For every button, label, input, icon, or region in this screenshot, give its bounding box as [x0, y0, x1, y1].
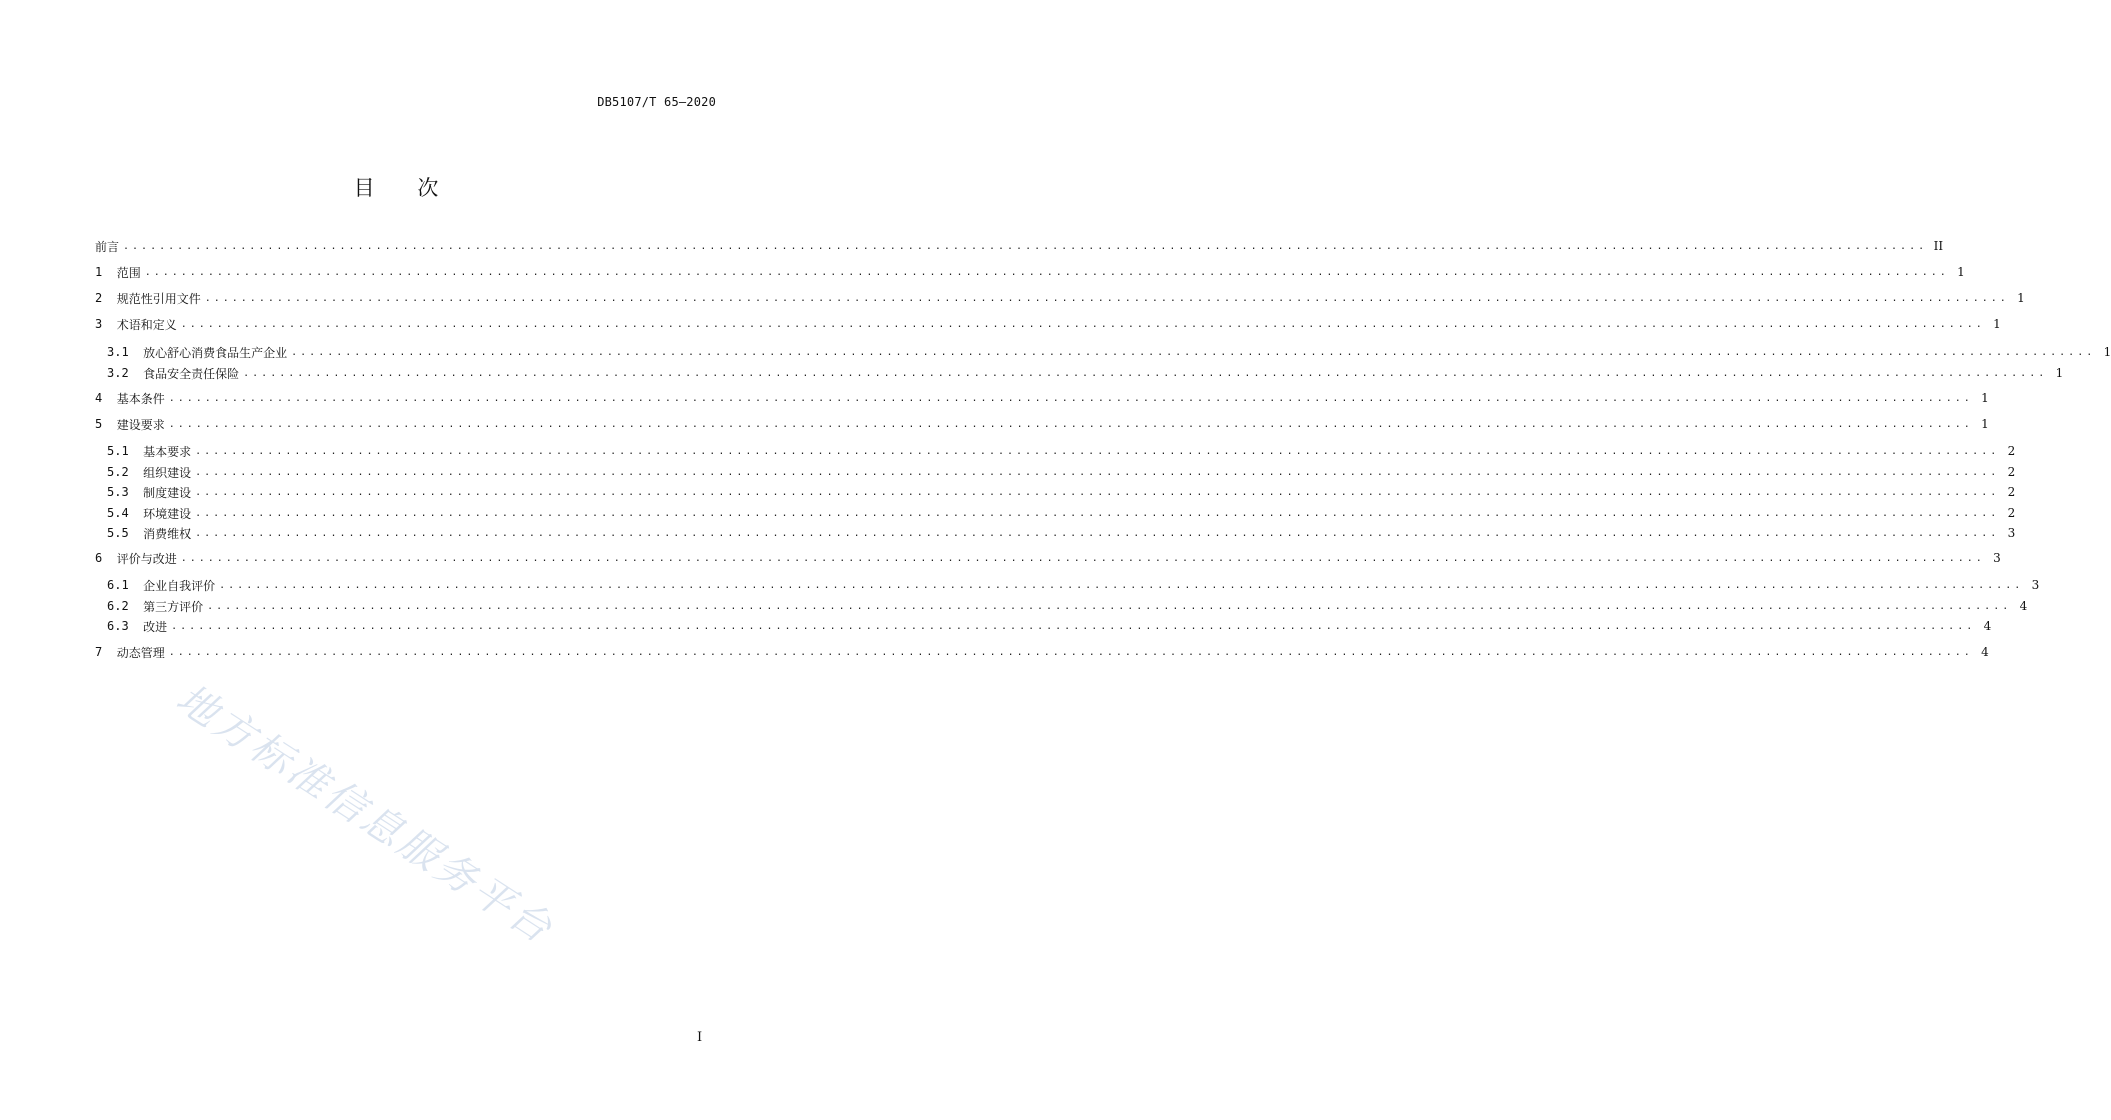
toc-leader-dots: ........................................................................................................................................................................................................ [168, 646, 1973, 658]
toc-leader-dots: ........................................................................................................................................................................................................ [180, 318, 1985, 330]
toc-entry[interactable] [107, 462, 2016, 482]
toc-entry[interactable] [95, 314, 2001, 334]
toc-entry-number: 6 [95, 551, 117, 565]
toc-entry-number: 5.2 [107, 465, 144, 479]
standard-code: DB5107/T 65—2020 [597, 95, 716, 109]
toc-entry-page: 2 [2007, 506, 2016, 520]
toc-entry[interactable] [107, 503, 2016, 523]
toc-leader-dots: ........................................................................................................................................................................................................ [195, 486, 2000, 498]
toc-leader-dots: ........................................................................................................................................................................................................ [195, 466, 2000, 478]
toc-leader-dots: ........................................................................................................................................................................................................ [144, 266, 1949, 278]
toc-leader-dots: ........................................................................................................................................................................................................ [195, 507, 2000, 519]
toc-leader-dots: ........................................................................................................................................................................................................ [168, 418, 1973, 430]
toc-entry[interactable] [95, 288, 2025, 308]
toc-entry[interactable] [95, 548, 2001, 568]
toc-entry-page: 1 [2017, 291, 2025, 305]
toc-entry-label: 放心舒心消费食品生产企业 [143, 345, 288, 360]
toc-entry-page: 4 [1981, 645, 1989, 659]
toc-entry-number: 5.3 [107, 485, 144, 499]
toc-entry-number: 5.5 [107, 526, 144, 540]
toc-entry-page: 1 [1993, 317, 2001, 331]
toc-leader-dots: ........................................................................................................................................................................................................ [291, 346, 2096, 358]
toc-entry[interactable] [107, 575, 2040, 595]
toc-entry-number: 5.4 [107, 506, 144, 520]
toc-entry-page: 1 [1981, 391, 1989, 405]
toc-leader-dots: ........................................................................................................................................................................................................ [195, 445, 2000, 457]
toc-entry-label: 基本条件 [116, 391, 165, 406]
toc-entry-number: 4 [95, 391, 117, 405]
toc-entry-page: II [1933, 239, 1944, 253]
toc-leader-dots: ........................................................................................................................................................................................................ [207, 600, 2012, 612]
toc-entry-label: 食品安全责任保险 [143, 366, 240, 381]
toc-entry-page: 3 [2031, 578, 2040, 592]
toc-leader-dots: ........................................................................................................................................................................................................ [243, 367, 2048, 379]
toc-leader-dots: ........................................................................................................................................................................................................ [171, 620, 1976, 632]
toc-entry[interactable] [107, 523, 2016, 543]
toc-entry-label: 规范性引用文件 [116, 291, 201, 306]
toc-leader-dots: ........................................................................................................................................................................................................ [168, 392, 1973, 404]
toc-entry-label: 范围 [116, 265, 141, 280]
toc-entry-label: 环境建设 [143, 506, 192, 521]
toc-leader-dots: ........................................................................................................................................................................................................ [123, 240, 1928, 252]
toc-entry-number: 6.2 [107, 599, 144, 613]
toc-entry-label: 基本要求 [143, 444, 192, 459]
toc-entry-page: 4 [1983, 619, 1992, 633]
toc-entry-page: 3 [2007, 526, 2016, 540]
toc-entry-number: 7 [95, 645, 117, 659]
toc-entry-label: 术语和定义 [116, 317, 177, 332]
toc-entry[interactable] [107, 363, 2064, 383]
toc-entry[interactable] [95, 414, 1989, 434]
toc-leader-dots: ........................................................................................................................................................................................................ [204, 292, 2009, 304]
toc-entry[interactable] [107, 482, 2016, 502]
toc-entry-label: 建设要求 [116, 417, 165, 432]
toc-entry-number: 5 [95, 417, 117, 431]
toc-leader-dots: ........................................................................................................................................................................................................ [180, 552, 1985, 564]
toc-entry-number: 1 [95, 265, 117, 279]
toc-entry-label: 组织建设 [143, 465, 192, 480]
page-title: 目 次 [353, 176, 457, 200]
page-number: I [697, 1030, 703, 1045]
toc-entry-label: 消费维权 [143, 526, 192, 541]
toc-entry-page: 2 [2007, 465, 2016, 479]
toc-leader-dots: ........................................................................................................................................................................................................ [219, 579, 2024, 591]
toc-entry[interactable] [95, 262, 1965, 282]
toc-entry-number: 6.3 [107, 619, 144, 633]
toc-entry[interactable] [107, 596, 2028, 616]
toc-entry-page: 2 [2007, 485, 2016, 499]
toc-entry-page: 1 [2103, 345, 2111, 359]
toc-entry-number: 3.1 [107, 345, 144, 359]
toc-entry[interactable] [95, 642, 1989, 662]
toc-entry-number: 6.1 [107, 578, 144, 592]
toc-entry[interactable] [107, 616, 1992, 636]
toc-entry-label: 改进 [143, 619, 168, 634]
toc-entry-label: 制度建设 [143, 485, 192, 500]
toc-entry-label: 企业自我评价 [143, 578, 216, 593]
toc-entry[interactable] [107, 342, 2111, 362]
watermark: 地方标准信息服务平台 [168, 675, 563, 954]
toc-entry-page: 1 [1981, 417, 1989, 431]
toc-entry-number: 5.1 [107, 444, 144, 458]
toc-leader-dots: ........................................................................................................................................................................................................ [195, 527, 2000, 539]
toc-entry-number: 3 [95, 317, 117, 331]
toc-entry[interactable] [95, 388, 1989, 408]
toc-entry-label: 评价与改进 [116, 551, 177, 566]
toc-entry[interactable] [107, 441, 2016, 461]
toc-entry-page: 3 [1993, 551, 2001, 565]
toc-entry-page: 1 [1957, 265, 1965, 279]
toc-entry-page: 1 [2055, 366, 2064, 380]
toc-entry-page: 4 [2019, 599, 2028, 613]
toc-entry-number: 2 [95, 291, 117, 305]
toc-entry-number: 3.2 [107, 366, 144, 380]
toc-entry-page: 2 [2007, 444, 2016, 458]
toc-entry-label: 第三方评价 [143, 599, 204, 614]
toc-entry[interactable] [95, 236, 1944, 256]
toc-entry-label: 动态管理 [116, 645, 165, 660]
toc-entry-label: 前言 [95, 239, 120, 254]
